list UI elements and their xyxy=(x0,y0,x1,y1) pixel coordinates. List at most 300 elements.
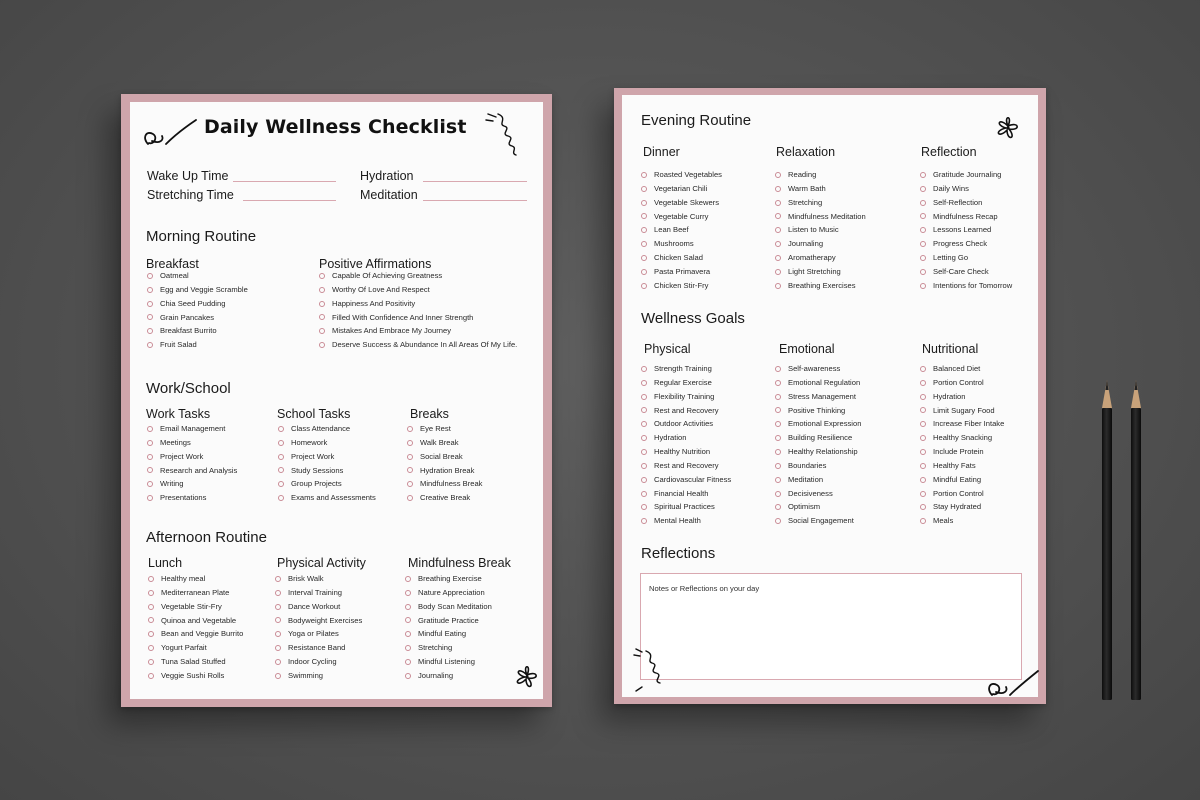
checkbox-circle[interactable] xyxy=(920,255,926,261)
swirl-doodle-icon xyxy=(140,114,198,154)
stretching-time-input[interactable] xyxy=(243,200,336,201)
checklist-item xyxy=(407,464,482,478)
checklist-item xyxy=(275,614,362,628)
checkbox-circle[interactable] xyxy=(920,283,926,289)
checkbox-circle[interactable] xyxy=(278,481,284,487)
checklist-item-label: Filled With Confidence And Inner Strength xyxy=(332,312,474,322)
checkbox-circle[interactable] xyxy=(405,645,411,651)
checklist-item-label: Self-Reflection xyxy=(933,197,983,207)
checkbox-circle[interactable] xyxy=(920,477,926,483)
page-1-paper xyxy=(130,102,543,699)
checklist-item-label: Aromatherapy xyxy=(788,253,836,263)
checklist-item xyxy=(319,297,517,311)
checklist-item-label: Chicken Salad xyxy=(654,253,703,263)
checkbox-circle[interactable] xyxy=(148,631,154,637)
checklist-item-label: Flexibility Training xyxy=(654,391,715,401)
checklist-item-label: Include Protein xyxy=(933,447,984,457)
checkbox-circle[interactable] xyxy=(275,673,281,679)
checklist-item xyxy=(920,473,1004,487)
checklist-item-label: Project Work xyxy=(291,451,335,461)
checkbox-circle[interactable] xyxy=(278,467,284,473)
checkbox-circle[interactable] xyxy=(641,407,647,413)
checklist-item xyxy=(278,422,376,436)
checkbox-circle[interactable] xyxy=(407,440,413,446)
checklist-item-label: Regular Exercise xyxy=(654,377,712,387)
subheading-emotional: Emotional xyxy=(779,342,835,356)
checklist-item xyxy=(319,283,517,297)
checklist-item-label: Healthy Relationship xyxy=(788,447,858,457)
checklist-item xyxy=(920,487,1004,501)
checkbox-circle[interactable] xyxy=(920,366,926,372)
checklist-item-label: Deserve Success & Abundance In All Areas Of My Life. xyxy=(332,340,518,350)
checklist-item xyxy=(920,362,1004,376)
checklist-item-label: Self-awareness xyxy=(788,364,841,373)
checklist-item-label: Grain Pancakes xyxy=(160,312,215,322)
checklist-item xyxy=(407,422,482,436)
checklist-item-label: Egg and Veggie Scramble xyxy=(160,284,248,294)
checklist-item-label: Rest and Recovery xyxy=(654,405,719,415)
checkbox-circle[interactable] xyxy=(407,454,413,460)
checklist-item xyxy=(148,655,243,669)
checkbox-circle[interactable] xyxy=(920,491,926,497)
checkbox-circle[interactable] xyxy=(278,440,284,446)
checklist-item xyxy=(641,251,722,265)
checklist-item-label: Reading xyxy=(788,170,817,179)
checkbox-circle[interactable] xyxy=(319,314,325,320)
checklist-item xyxy=(148,614,243,628)
checklist-item xyxy=(278,477,376,491)
field-label-meditation: Meditation xyxy=(360,188,418,202)
flower-doodle-icon xyxy=(512,662,542,692)
checkbox-circle[interactable] xyxy=(278,454,284,460)
checkbox-circle[interactable] xyxy=(407,481,413,487)
checklist-item-label: Light Stretching xyxy=(788,266,841,276)
checkbox-circle[interactable] xyxy=(920,449,926,455)
checklist-item xyxy=(920,417,1004,431)
checkbox-circle[interactable] xyxy=(775,172,781,178)
checklist-item xyxy=(405,614,492,628)
checkbox-circle[interactable] xyxy=(920,394,926,400)
checkbox-circle[interactable] xyxy=(775,477,781,483)
checkbox-circle[interactable] xyxy=(920,407,926,413)
squiggle-doodle-icon xyxy=(626,645,670,695)
checkbox-circle[interactable] xyxy=(147,454,153,460)
checkbox-circle[interactable] xyxy=(641,394,647,400)
checkbox-circle[interactable] xyxy=(775,518,781,524)
checkbox-circle[interactable] xyxy=(775,241,781,247)
checklist-item xyxy=(147,436,237,450)
checkbox-circle[interactable] xyxy=(641,449,647,455)
affirmations-list xyxy=(319,269,517,352)
checklist-item-label: Bodyweight Exercises xyxy=(288,615,363,625)
checklist-item-label: Hydration xyxy=(654,433,687,443)
checklist-item xyxy=(275,600,362,614)
checklist-item xyxy=(147,269,248,283)
checklist-item-label: Homework xyxy=(291,437,328,447)
checkbox-circle[interactable] xyxy=(278,495,284,501)
checklist-item xyxy=(641,210,722,224)
checklist-item-label: Pasta Primavera xyxy=(654,266,711,276)
checkbox-circle[interactable] xyxy=(147,342,153,348)
checklist-item xyxy=(775,487,861,501)
checklist-item xyxy=(407,450,482,464)
checklist-item-label: Capable Of Achieving Greatness xyxy=(332,271,443,280)
reflections-notes-box[interactable] xyxy=(640,573,1022,680)
checkbox-circle[interactable] xyxy=(775,504,781,510)
checklist-item xyxy=(641,223,722,237)
checkbox-circle[interactable] xyxy=(775,213,781,219)
checklist-item-label: Class Attendance xyxy=(291,424,351,433)
checklist-item-label: Gratitude Practice xyxy=(418,615,479,625)
checklist-item xyxy=(775,514,861,528)
checklist-item xyxy=(147,450,237,464)
checklist-item xyxy=(775,362,861,376)
checkbox-circle[interactable] xyxy=(641,213,647,219)
checkbox-circle[interactable] xyxy=(148,604,154,610)
checkbox-circle[interactable] xyxy=(641,435,647,441)
physical-activity-list xyxy=(275,572,362,683)
checklist-item xyxy=(775,431,861,445)
checkbox-circle[interactable] xyxy=(147,467,153,473)
page-2-paper xyxy=(622,95,1038,697)
checklist-item-label: Eye Rest xyxy=(420,424,451,433)
checkbox-circle[interactable] xyxy=(147,328,153,334)
reflections-placeholder: Notes or Reflections on your day xyxy=(649,584,760,593)
mindfulness-break-list xyxy=(405,572,492,683)
checklist-item-label: Veggie Sushi Rolls xyxy=(161,670,225,680)
checklist-item xyxy=(775,182,866,196)
checkbox-circle[interactable] xyxy=(920,421,926,427)
checklist-item-label: Quinoa and Vegetable xyxy=(161,615,237,625)
checkbox-circle[interactable] xyxy=(920,504,926,510)
subheading-breakfast: Breakfast xyxy=(146,257,199,271)
checkbox-circle[interactable] xyxy=(641,380,647,386)
checklist-item xyxy=(278,436,376,450)
subheading-physical-activity: Physical Activity xyxy=(277,556,366,570)
checkbox-circle[interactable] xyxy=(775,380,781,386)
checklist-item-label: Chicken Stir-Fry xyxy=(654,280,709,290)
checklist-item xyxy=(405,627,492,641)
pencil-icon xyxy=(1096,378,1118,704)
checkbox-circle[interactable] xyxy=(405,659,411,665)
checklist-item xyxy=(641,196,722,210)
checklist-item xyxy=(641,431,731,445)
checklist-item-label: Cardiovascular Fitness xyxy=(654,474,732,484)
checklist-item xyxy=(148,627,243,641)
reflection-list xyxy=(920,168,1012,293)
checkbox-circle[interactable] xyxy=(275,659,281,665)
checkbox-circle[interactable] xyxy=(641,477,647,483)
checklist-item xyxy=(775,500,861,514)
checklist-item xyxy=(278,491,376,505)
checkbox-circle[interactable] xyxy=(641,241,647,247)
checklist-item xyxy=(319,269,517,283)
checkbox-circle[interactable] xyxy=(775,186,781,192)
checklist-item xyxy=(147,491,237,505)
checklist-item-label: Strength Training xyxy=(654,364,712,373)
checkbox-circle[interactable] xyxy=(920,380,926,386)
checklist-item-label: Stretching xyxy=(418,643,453,653)
checkbox-circle[interactable] xyxy=(775,366,781,372)
checklist-item-label: Hydration xyxy=(933,391,966,401)
checklist-item xyxy=(405,572,492,586)
checklist-item xyxy=(920,500,1004,514)
checklist-item-label: Research and Analysis xyxy=(160,465,238,475)
checkbox-circle[interactable] xyxy=(405,576,411,582)
checkbox-circle[interactable] xyxy=(641,518,647,524)
checklist-item xyxy=(319,324,517,338)
checkbox-circle[interactable] xyxy=(275,576,281,582)
checklist-item xyxy=(319,311,517,325)
swirl-doodle-icon xyxy=(984,667,1040,701)
school-tasks-list xyxy=(278,422,376,505)
checkbox-circle[interactable] xyxy=(920,172,926,178)
checklist-item xyxy=(641,459,731,473)
checklist-item-label: Indoor Cycling xyxy=(288,657,337,667)
checkbox-circle[interactable] xyxy=(641,421,647,427)
checkbox-circle[interactable] xyxy=(278,426,284,432)
checkbox-circle[interactable] xyxy=(920,518,926,524)
checkbox-circle[interactable] xyxy=(641,366,647,372)
checkbox-circle[interactable] xyxy=(920,227,926,233)
checklist-item xyxy=(920,265,1012,279)
checklist-item xyxy=(641,500,731,514)
checklist-item xyxy=(775,196,866,210)
checkbox-circle[interactable] xyxy=(641,200,647,206)
checklist-item-label: Outdoor Activities xyxy=(654,419,714,429)
checkbox-circle[interactable] xyxy=(405,590,411,596)
checklist-item xyxy=(775,168,866,182)
checklist-item-label: Nature Appreciation xyxy=(418,587,485,597)
checkbox-circle[interactable] xyxy=(775,227,781,233)
checklist-item-label: Project Work xyxy=(160,451,204,461)
checkbox-circle[interactable] xyxy=(920,269,926,275)
checklist-item-label: Vegetable Skewers xyxy=(654,197,720,207)
checklist-item xyxy=(775,390,861,404)
checklist-item-label: Letting Go xyxy=(933,253,969,263)
checkbox-circle[interactable] xyxy=(275,590,281,596)
breakfast-list xyxy=(147,269,248,352)
checkbox-circle[interactable] xyxy=(641,227,647,233)
checkbox-circle[interactable] xyxy=(775,255,781,261)
checkbox-circle[interactable] xyxy=(775,491,781,497)
checklist-item xyxy=(147,422,237,436)
checklist-item-label: Group Projects xyxy=(291,479,342,489)
checklist-item xyxy=(147,338,248,352)
checkbox-circle[interactable] xyxy=(147,314,153,320)
subheading-relaxation: Relaxation xyxy=(776,145,836,159)
checklist-item-label: Meals xyxy=(933,516,954,526)
checklist-item-label: Yoga or Pilates xyxy=(288,629,339,639)
checklist-item xyxy=(920,376,1004,390)
subheading-breaks: Breaks xyxy=(410,407,449,421)
checkbox-circle[interactable] xyxy=(275,631,281,637)
checklist-item xyxy=(920,196,1012,210)
checklist-item xyxy=(275,572,362,586)
checkbox-circle[interactable] xyxy=(148,673,154,679)
checklist-item xyxy=(920,223,1012,237)
checkbox-circle[interactable] xyxy=(775,200,781,206)
checkbox-circle[interactable] xyxy=(641,491,647,497)
hydration-input[interactable] xyxy=(423,181,527,182)
checkbox-circle[interactable] xyxy=(148,576,154,582)
checklist-item-label: Roasted Vegetables xyxy=(654,170,722,179)
checkbox-circle[interactable] xyxy=(405,604,411,610)
checkbox-circle[interactable] xyxy=(407,495,413,501)
flower-doodle-icon xyxy=(993,113,1023,143)
checklist-item xyxy=(920,182,1012,196)
checkbox-circle[interactable] xyxy=(319,301,325,307)
checkbox-circle[interactable] xyxy=(920,241,926,247)
checklist-item-label: Spiritual Practices xyxy=(654,502,715,512)
checklist-item-label: Mistakes And Embrace My Journey xyxy=(332,326,452,336)
checklist-item xyxy=(920,279,1012,293)
checklist-item-label: Limit Sugary Food xyxy=(933,405,995,415)
checklist-item xyxy=(147,464,237,478)
checklist-item xyxy=(775,223,866,237)
checkbox-circle[interactable] xyxy=(275,604,281,610)
checkbox-circle[interactable] xyxy=(147,301,153,307)
checkbox-circle[interactable] xyxy=(920,186,926,192)
checkbox-circle[interactable] xyxy=(775,394,781,400)
checklist-item xyxy=(641,487,731,501)
checklist-item-label: Oatmeal xyxy=(160,271,189,280)
checklist-item-label: Decisiveness xyxy=(788,488,833,498)
checkbox-circle[interactable] xyxy=(407,426,413,432)
checklist-item xyxy=(920,251,1012,265)
checklist-item-label: Exams and Assessments xyxy=(291,493,376,503)
checkbox-circle[interactable] xyxy=(641,255,647,261)
checkbox-circle[interactable] xyxy=(775,463,781,469)
checklist-item xyxy=(641,473,731,487)
checkbox-circle[interactable] xyxy=(920,435,926,441)
checkbox-circle[interactable] xyxy=(405,617,411,623)
checkbox-circle[interactable] xyxy=(920,213,926,219)
checklist-item xyxy=(775,237,866,251)
checklist-item xyxy=(147,324,248,338)
checkbox-circle[interactable] xyxy=(775,449,781,455)
checkbox-circle[interactable] xyxy=(147,287,153,293)
checkbox-circle[interactable] xyxy=(319,342,325,348)
checkbox-circle[interactable] xyxy=(147,440,153,446)
checklist-item-label: Lean Beef xyxy=(654,225,689,235)
checklist-item xyxy=(641,237,722,251)
checkbox-circle[interactable] xyxy=(147,273,153,279)
checkbox-circle[interactable] xyxy=(319,328,325,334)
subheading-lunch: Lunch xyxy=(148,556,183,570)
checklist-item xyxy=(278,450,376,464)
checkbox-circle[interactable] xyxy=(147,495,153,501)
checklist-item-label: Happiness And Positivity xyxy=(332,298,416,308)
checkbox-circle[interactable] xyxy=(147,481,153,487)
checklist-item xyxy=(920,445,1004,459)
checklist-item xyxy=(775,251,866,265)
checkbox-circle[interactable] xyxy=(920,200,926,206)
subheading-dinner: Dinner xyxy=(643,145,680,159)
checklist-item xyxy=(775,445,861,459)
checkbox-circle[interactable] xyxy=(920,463,926,469)
checklist-item xyxy=(641,417,731,431)
page-title: Daily Wellness Checklist xyxy=(204,116,467,138)
checkbox-circle[interactable] xyxy=(775,283,781,289)
checklist-item xyxy=(407,477,482,491)
checklist-item xyxy=(641,362,731,376)
checklist-item-label: Journaling xyxy=(418,670,454,680)
checklist-item xyxy=(405,600,492,614)
checkbox-circle[interactable] xyxy=(148,617,154,623)
checklist-item-label: Healthy Snacking xyxy=(933,433,993,443)
checklist-item xyxy=(275,655,362,669)
section-heading-afternoon-routine: Afternoon Routine xyxy=(146,529,267,546)
checklist-item-label: Yogurt Parfait xyxy=(161,643,207,653)
checklist-item xyxy=(641,390,731,404)
work-tasks-list xyxy=(147,422,237,505)
checklist-item xyxy=(920,459,1004,473)
subheading-work-tasks: Work Tasks xyxy=(146,407,211,421)
checkbox-circle[interactable] xyxy=(641,172,647,178)
checkbox-circle[interactable] xyxy=(407,467,413,473)
checklist-item-label: Chia Seed Pudding xyxy=(160,298,226,308)
checkbox-circle[interactable] xyxy=(641,463,647,469)
checklist-item-label: Mushrooms xyxy=(654,239,694,249)
checkbox-circle[interactable] xyxy=(319,287,325,293)
checkbox-circle[interactable] xyxy=(641,269,647,275)
checkbox-circle[interactable] xyxy=(147,426,153,432)
checkbox-circle[interactable] xyxy=(775,421,781,427)
checklist-item xyxy=(775,210,866,224)
checklist-item-label: Tuna Salad Stuffed xyxy=(161,657,226,667)
physical-goals-list xyxy=(641,362,731,528)
checkbox-circle[interactable] xyxy=(775,435,781,441)
checklist-item-label: Daily Wins xyxy=(933,183,969,193)
checklist-item xyxy=(148,641,243,655)
wellness-checklist-page-1 xyxy=(121,94,552,707)
checkbox-circle[interactable] xyxy=(275,617,281,623)
checkbox-circle[interactable] xyxy=(148,590,154,596)
checklist-item xyxy=(148,669,243,683)
checkbox-circle[interactable] xyxy=(405,673,411,679)
checklist-item-label: Meditation xyxy=(788,474,824,484)
checkbox-circle[interactable] xyxy=(148,645,154,651)
checklist-item xyxy=(641,182,722,196)
checklist-item xyxy=(407,436,482,450)
checklist-item xyxy=(920,210,1012,224)
checkbox-circle[interactable] xyxy=(148,659,154,665)
checklist-item xyxy=(278,464,376,478)
checklist-item-label: Listen to Music xyxy=(788,225,839,235)
checkbox-circle[interactable] xyxy=(275,645,281,651)
checkbox-circle[interactable] xyxy=(775,269,781,275)
checklist-item-label: Optimism xyxy=(788,502,821,512)
checkbox-circle[interactable] xyxy=(319,273,325,279)
checklist-item xyxy=(775,473,861,487)
checklist-item-label: Breakfast Burrito xyxy=(160,326,217,336)
checklist-item-label: Journaling xyxy=(788,239,824,249)
meditation-input[interactable] xyxy=(423,200,527,201)
checklist-item-label: Breathing Exercise xyxy=(418,574,482,583)
checkbox-circle[interactable] xyxy=(641,504,647,510)
checkbox-circle[interactable] xyxy=(405,631,411,637)
checkbox-circle[interactable] xyxy=(641,283,647,289)
checklist-item-label: Portion Control xyxy=(933,377,984,387)
checkbox-circle[interactable] xyxy=(641,186,647,192)
checklist-item-label: Fruit Salad xyxy=(160,340,197,350)
checklist-item-label: Worthy Of Love And Respect xyxy=(332,284,430,294)
checklist-item xyxy=(147,297,248,311)
wake-up-time-input[interactable] xyxy=(233,181,336,182)
checklist-item-label: Progress Check xyxy=(933,239,988,249)
checkbox-circle[interactable] xyxy=(775,407,781,413)
